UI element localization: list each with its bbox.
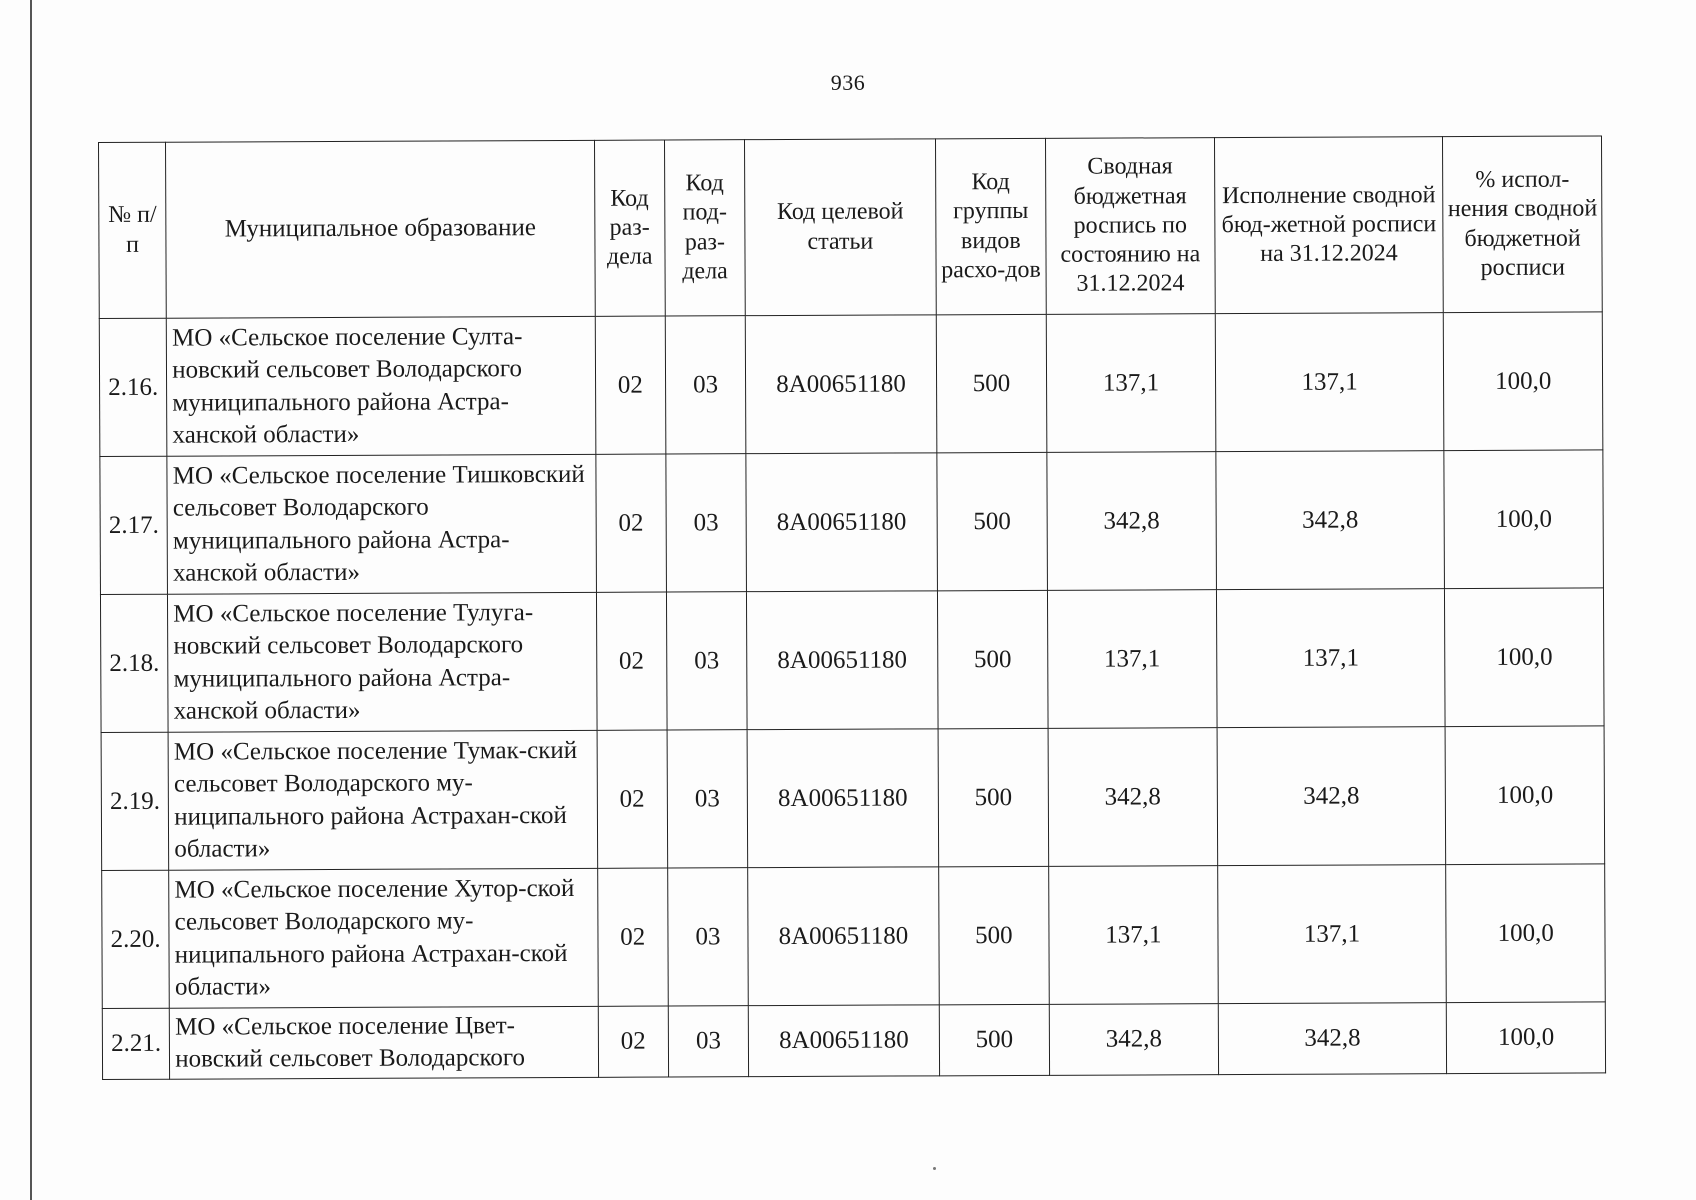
- row-plan: 342,8: [1048, 728, 1217, 867]
- row-percent: 100,0: [1445, 588, 1604, 727]
- row-municipality: МО «Сельское поселение Тишковский сельсовет Володарского муниципального района Астра-ханской области»: [167, 454, 596, 594]
- row-subsection: 03: [666, 592, 747, 730]
- row-expense-group: 500: [939, 1004, 1050, 1075]
- row-section: 02: [595, 316, 666, 454]
- row-subsection: 03: [668, 868, 749, 1006]
- row-target-code: 8А00651180: [747, 729, 938, 868]
- row-subsection: 03: [665, 316, 746, 454]
- header-municipality: Муниципальное образование: [166, 140, 595, 318]
- row-execution: 342,8: [1216, 451, 1445, 590]
- row-municipality: МО «Сельское поселение Хутор-ской сельсовет Володарского му-ниципального района Астрахан-ской области»: [169, 868, 598, 1008]
- table-row: [100, 450, 1604, 595]
- row-target-code: 8А00651180: [748, 1005, 939, 1077]
- row-expense-group: 500: [938, 866, 1049, 1004]
- header-num: № п/п: [99, 142, 167, 318]
- scan-speck: [933, 1167, 936, 1170]
- row-execution: 137,1: [1216, 589, 1445, 728]
- row-expense-group: 500: [937, 590, 1048, 728]
- table-row: [101, 726, 1605, 871]
- row-plan: 137,1: [1046, 314, 1215, 453]
- row-execution: 137,1: [1217, 865, 1446, 1004]
- row-execution: 342,8: [1217, 727, 1446, 866]
- page-number: 936: [830, 70, 866, 95]
- row-expense-group: 500: [936, 314, 1047, 452]
- row-target-code: 8А00651180: [745, 315, 936, 454]
- row-section: 02: [597, 868, 668, 1006]
- row-target-code: 8А00651180: [748, 867, 939, 1006]
- row-num: 2.16.: [99, 318, 167, 456]
- header-target-code: Код целевой статьи: [745, 139, 936, 316]
- table-row: [99, 312, 1603, 457]
- budget-execution-table: [98, 135, 1606, 1080]
- table-header-row: [99, 136, 1603, 319]
- row-plan: 137,1: [1048, 590, 1217, 729]
- row-subsection: 03: [666, 454, 747, 592]
- row-num: 2.18.: [100, 594, 168, 732]
- row-plan: 342,8: [1049, 1004, 1218, 1076]
- row-target-code: 8А00651180: [746, 453, 937, 592]
- scan-margin-line: [30, 0, 32, 1200]
- row-section: 02: [597, 730, 668, 868]
- table-row: [102, 864, 1606, 1009]
- row-municipality: МО «Сельское поселение Султа-новский сельсовет Володарского муниципального района Астра-ханской области»: [166, 316, 595, 456]
- table-row: [100, 588, 1604, 733]
- row-percent: 100,0: [1444, 450, 1603, 589]
- header-percent: % испол-нения сводной бюджетной росписи: [1443, 136, 1602, 313]
- header-execution: Исполнение сводной бюд-жетной росписи на 31.12.2024: [1214, 137, 1444, 314]
- row-percent: 100,0: [1444, 312, 1603, 451]
- row-plan: 342,8: [1047, 452, 1216, 591]
- row-percent: 100,0: [1447, 1002, 1606, 1074]
- row-num: 2.21.: [102, 1008, 170, 1079]
- row-plan: 137,1: [1049, 866, 1218, 1005]
- row-municipality: МО «Сельское поселение Тумак-ский сельсовет Володарского му-ниципального района Астрахан-ской области»: [168, 730, 597, 870]
- row-percent: 100,0: [1445, 726, 1604, 865]
- row-municipality: МО «Сельское поселение Тулуга-новский сельсовет Володарского муниципального района Астра-ханской области»: [168, 592, 597, 732]
- header-subsection: Код под-раз-дела: [664, 140, 745, 316]
- row-municipality: МО «Сельское поселение Цвет-новский сельсовет Володарского: [169, 1006, 598, 1079]
- header-section: Код раз-дела: [594, 140, 665, 316]
- row-percent: 100,0: [1446, 864, 1605, 1003]
- row-subsection: 03: [668, 1006, 749, 1077]
- table-row: [102, 1002, 1605, 1080]
- row-section: 02: [598, 1006, 669, 1077]
- row-expense-group: 500: [937, 452, 1048, 590]
- header-plan: Сводная бюджетная роспись по состоянию на 31.12.2024: [1046, 138, 1215, 315]
- row-section: 02: [596, 592, 667, 730]
- row-execution: 137,1: [1215, 313, 1444, 452]
- row-num: 2.20.: [102, 870, 170, 1008]
- row-target-code: 8А00651180: [747, 591, 938, 730]
- row-subsection: 03: [667, 730, 748, 868]
- header-expense-group: Код группы видов расхо-дов: [935, 138, 1046, 314]
- row-num: 2.19.: [101, 732, 169, 870]
- row-execution: 342,8: [1218, 1003, 1447, 1075]
- row-num: 2.17.: [100, 456, 168, 594]
- row-section: 02: [596, 454, 667, 592]
- row-expense-group: 500: [938, 728, 1049, 866]
